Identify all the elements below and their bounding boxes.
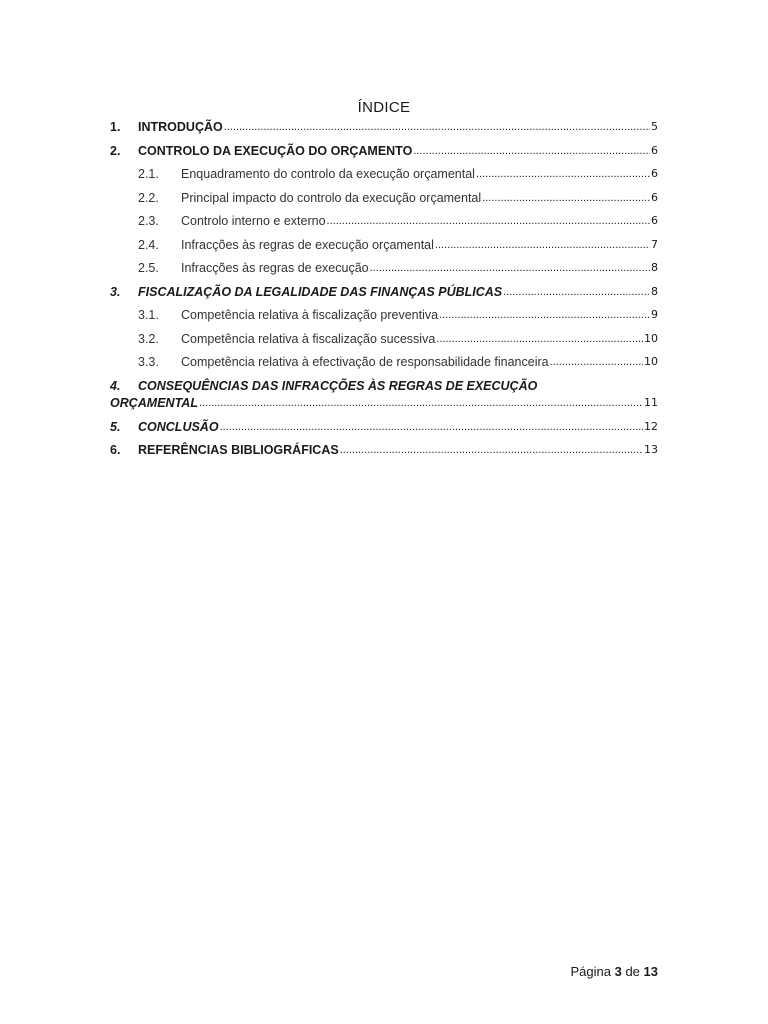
toc-entry-2-5[interactable] [110,260,658,284]
entry-title: Competência relativa à fiscalização sucessiva [181,331,436,346]
toc-title: ÍNDICE [357,99,411,116]
entry-page: 7 [651,237,658,251]
entry-number: 3.2. [138,331,159,346]
entry-title: CONTROLO DA EXECUÇÃO DO ORÇAMENTO [138,143,413,158]
entry-number: 6. [110,443,121,457]
entry-number: 3. [110,284,121,299]
toc-entry-3-3[interactable] [110,354,658,378]
dot-leader [370,260,650,276]
entry-number: 1. [110,120,121,134]
toc-entry-3-1[interactable] [110,307,658,331]
entry-title: REFERÊNCIAS BIBLIOGRÁFICAS [138,443,339,457]
page-footer [570,964,658,979]
toc-entry-2-3[interactable] [110,213,658,237]
entry-page: 5 [651,120,658,133]
entry-title: Infracções às regras de execução orçamental [181,237,434,252]
entry-number: 3.3. [138,355,159,369]
toc-entry-2-4[interactable] [110,237,658,261]
toc-entry-consequencias[interactable] [110,378,658,419]
dot-leader [482,190,650,206]
entry-page: 6 [651,167,658,180]
toc-entry-controlo[interactable] [110,143,658,167]
dot-leader [439,307,650,323]
entry-title: Enquadramento do controlo da execução orçamental [181,167,475,181]
footer-label: Página [570,964,611,979]
toc-entry-2-2[interactable] [110,190,658,214]
dot-leader [503,284,650,300]
entry-title: Controlo interno e externo [181,214,326,228]
entry-title: FISCALIZAÇÃO DA LEGALIDADE DAS FINANÇAS PÚBLICAS [138,284,503,299]
entry-number: 2. [110,143,121,158]
footer-current-page: 3 [614,964,622,979]
dot-leader [476,166,650,182]
toc-entry-referencias[interactable] [110,442,658,466]
entry-title: CONCLUSÃO [138,419,219,434]
footer-separator: de [625,964,640,979]
dot-leader [340,442,643,458]
entry-title: Competência relativa à fiscalização preventiva [181,308,439,322]
entry-title-line1: CONSEQUÊNCIAS DAS INFRACÇÕES ÀS REGRAS DE EXECUÇÃO [138,378,538,393]
dot-leader [199,395,643,415]
toc-entry-2-1[interactable] [110,166,658,190]
entry-title: Infracções às regras de execução [181,261,369,275]
entry-number: 3.1. [138,308,159,322]
entry-title-line2: ORÇAMENTAL [110,395,198,410]
entry-page: 11 [644,395,658,409]
dot-leader [436,331,643,347]
dot-leader [327,213,650,229]
entry-page: 9 [651,308,658,321]
footer-total-pages: 13 [643,964,658,979]
toc-entry-fiscalizacao[interactable] [110,284,658,308]
entry-page: 10 [644,331,658,345]
entry-page: 10 [644,355,658,368]
dot-leader [413,143,650,159]
toc-entry-3-2[interactable] [110,331,658,355]
entry-number: 4. [110,378,121,393]
entry-title: INTRODUÇÃO [138,120,223,134]
dot-leader [435,237,650,253]
entry-number: 5. [110,419,121,434]
entry-page: 12 [644,419,658,433]
table-of-contents [110,119,658,466]
dot-leader [550,354,643,370]
entry-page: 6 [651,190,658,204]
entry-number: 2.2. [138,190,159,205]
entry-page: 8 [651,261,658,274]
entry-title: Principal impacto do controlo da execução orçamental [181,190,482,205]
entry-number: 2.1. [138,167,159,181]
entry-number: 2.5. [138,261,159,275]
entry-number: 2.4. [138,237,159,252]
entry-number: 2.3. [138,214,159,228]
dot-leader [220,419,643,435]
toc-entry-conclusao[interactable] [110,419,658,443]
entry-page: 6 [651,143,658,157]
entry-page: 6 [651,214,658,227]
entry-page: 8 [651,284,658,298]
toc-entry-introducao[interactable] [110,119,658,143]
dot-leader [224,119,650,135]
entry-page: 13 [644,443,658,456]
entry-title: Competência relativa à efectivação de responsabilidade financeira [181,355,549,369]
